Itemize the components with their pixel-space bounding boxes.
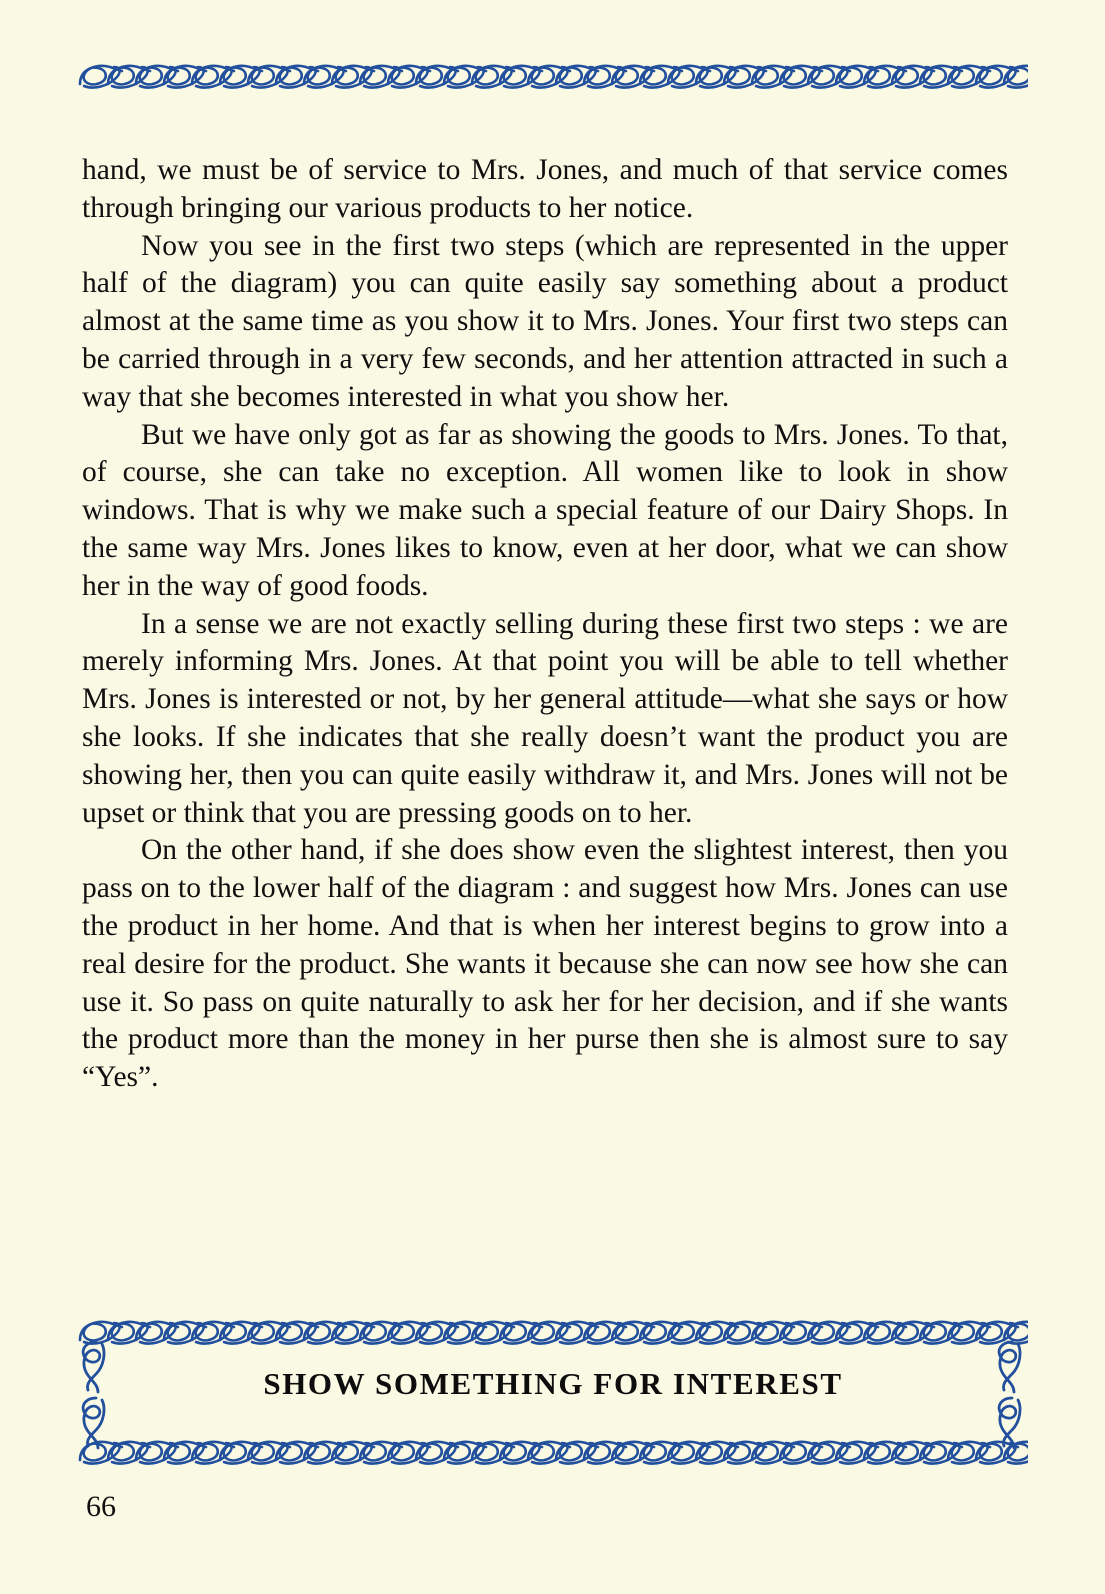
- heading-box-left-scroll-ornament: [76, 1340, 116, 1452]
- heading-box-top-scroll-rule-ornament: [78, 1318, 1028, 1352]
- heading-box-right-scroll-ornament: [992, 1340, 1032, 1452]
- page-number: 66: [86, 1490, 116, 1523]
- heading-box-bottom-scroll-rule-ornament: [78, 1438, 1028, 1472]
- paragraph-3: But we have only got as far as showing the goods to Mrs. Jones. To that, of course, she can take no exception. All women like to look in show windows. That is why we make such a special feature of our Dairy Shops. In the same way Mrs. Jones likes to know, even at her door, what we can show her in the way of good foods.: [82, 418, 1008, 602]
- paragraph-5: On the other hand, if she does show even the slightest interest, then you pass on to the lower half of the diagram : and suggest how Mrs. Jones can use the product in her home. And that is when her interest begins to grow into a real desire for the product. She wants it because she can now see how she can use it. So pass on quite naturally to ask her for her decision, and if she wants the product more than the money in her purse then she is almost sure to say “Yes”.: [82, 834, 1008, 1094]
- paragraph-2: Now you see in the first two steps (which are represented in the upper half of the diagram) you can quite easily say something about a product almost at the same time as you show it to Mrs. Jones. Your first two steps can be carried through in a very few seconds, and her attention attracted in such a way that she becomes interested in what you show her.: [82, 229, 1008, 413]
- top-scroll-rule-ornament: [78, 62, 1028, 96]
- paragraph-1: hand, we must be of service to Mrs. Jones, and much of that service comes through bringing our various products to her notice.: [82, 154, 1008, 224]
- section-heading: SHOW SOMETHING FOR INTEREST: [263, 1366, 843, 1401]
- paragraph-4: In a sense we are not exactly selling during these first two steps : we are merely informing Mrs. Jones. At that point you will be able to tell whether Mrs. Jones is interested or not, by her general attitude—what she says or how she looks. If she indicates that she really doesn’t want the product you are showing her, then you can quite easily withdraw it, and Mrs. Jones will not be upset or think that you are pressing goods on to her.: [82, 607, 1008, 829]
- body-text-column: [82, 152, 1008, 1097]
